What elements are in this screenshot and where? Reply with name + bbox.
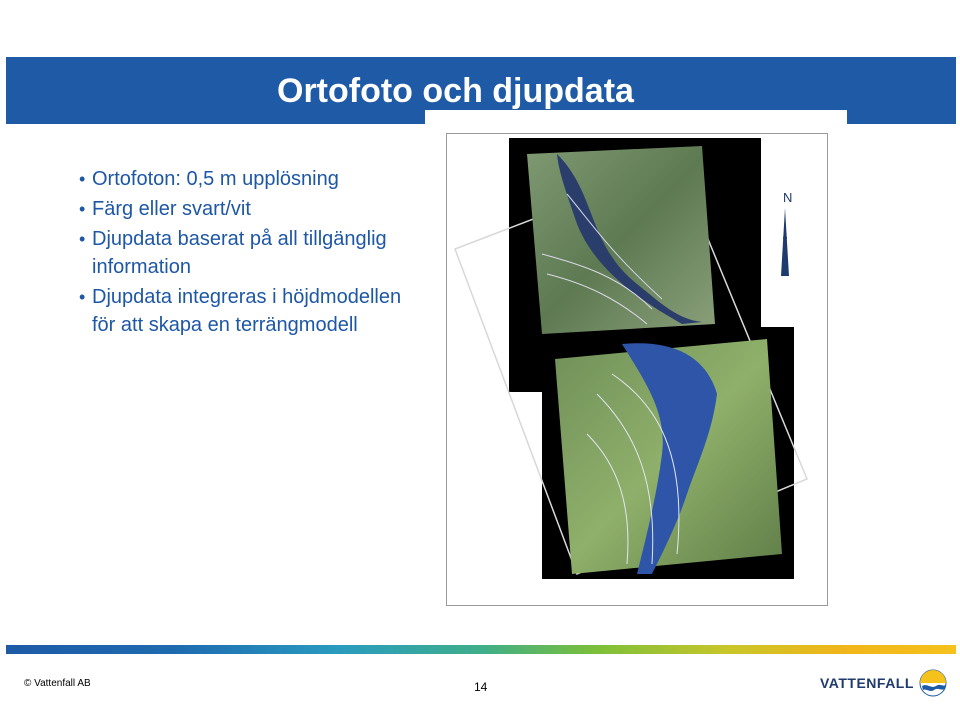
bullet-list — [78, 165, 428, 341]
logo-wordmark: VATTENFALL — [820, 675, 914, 691]
bullet-item — [78, 283, 428, 339]
slide-title: Ortofoto och djupdata — [277, 72, 634, 110]
orthophoto-map-image — [447, 134, 827, 605]
bullet-text: Färg eller svart/vit — [92, 198, 251, 220]
bullet-dot-icon: • — [79, 229, 86, 249]
page-number: 14 — [474, 680, 488, 694]
footer-color-stripe — [6, 645, 956, 654]
bullet-text: Djupdata baserat på all tillgänglig information — [92, 228, 387, 278]
bullet-text: Ortofoton: 0,5 m upplösning — [92, 168, 339, 190]
title-bar-notch — [425, 110, 847, 124]
copyright-text: © Vattenfall AB — [24, 678, 91, 689]
bullet-item — [78, 195, 428, 223]
bullet-dot-icon: • — [79, 199, 86, 219]
bullet-item — [78, 225, 428, 281]
bullet-dot-icon: • — [79, 169, 86, 189]
orthophoto-figure — [446, 133, 828, 606]
north-arrow-icon — [781, 208, 789, 276]
north-label: N — [783, 190, 793, 205]
vattenfall-logo-icon — [918, 668, 948, 698]
bullet-item — [78, 165, 428, 193]
bullet-text: Djupdata integreras i höjdmodellen för att skapa en terrängmodell — [92, 286, 402, 336]
bullet-dot-icon: • — [79, 287, 86, 307]
vattenfall-logo — [820, 668, 948, 698]
